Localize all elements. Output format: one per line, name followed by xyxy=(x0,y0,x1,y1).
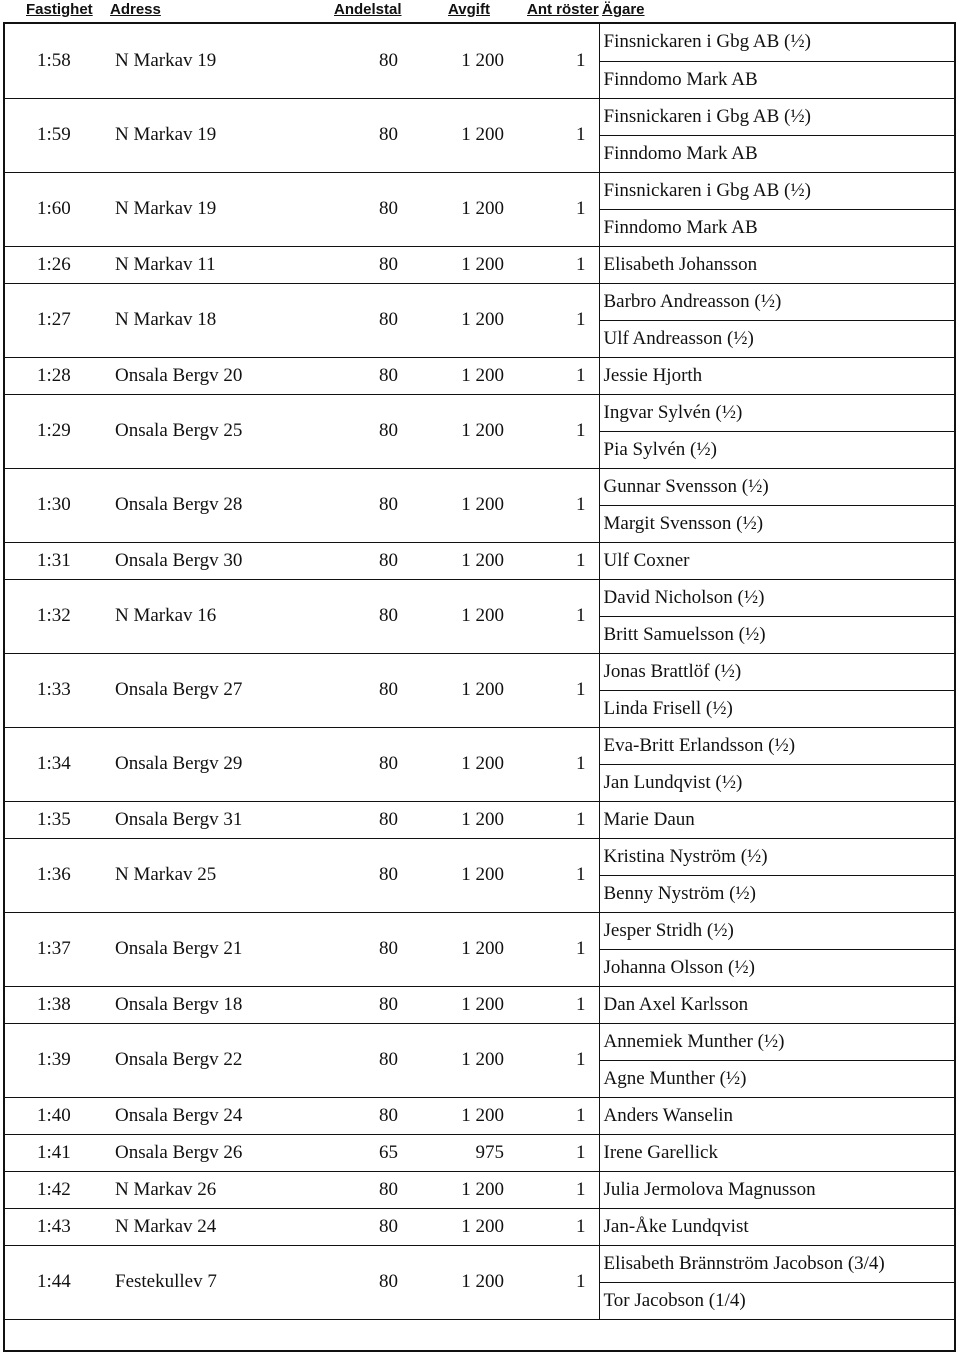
owner-cell: Finndomo Mark AB xyxy=(599,209,954,246)
adress-cell: Onsala Bergv 24 xyxy=(110,1097,338,1134)
table-row xyxy=(5,986,954,1023)
fastighet-cell: 1:31 xyxy=(5,542,110,579)
table-row xyxy=(5,1134,954,1171)
ant-roster-cell: 1 xyxy=(528,986,599,1023)
avgift-cell: 1 200 xyxy=(419,246,528,283)
table-row xyxy=(5,912,954,949)
avgift-cell: 1 200 xyxy=(419,1208,528,1245)
owner-cell: Jan-Åke Lundqvist xyxy=(599,1208,954,1245)
andelstal-cell: 80 xyxy=(338,468,419,542)
table-row xyxy=(5,1023,954,1060)
fastighet-cell: 1:38 xyxy=(5,986,110,1023)
avgift-cell: 1 200 xyxy=(419,1097,528,1134)
andelstal-cell: 80 xyxy=(338,98,419,172)
table-header xyxy=(0,0,960,22)
owner-cell: Jessie Hjorth xyxy=(599,357,954,394)
ant-roster-cell: 1 xyxy=(528,468,599,542)
fastighet-cell: 1:36 xyxy=(5,838,110,912)
adress-cell: Onsala Bergv 28 xyxy=(110,468,338,542)
avgift-cell: 1 200 xyxy=(419,394,528,468)
avgift-cell: 1 200 xyxy=(419,579,528,653)
avgift-cell: 1 200 xyxy=(419,468,528,542)
table-row xyxy=(5,727,954,764)
owner-cell: Finndomo Mark AB xyxy=(599,61,954,98)
header-andelstal: Andelstal xyxy=(334,1,402,18)
table-row xyxy=(5,1245,954,1282)
fastighet-cell: 1:40 xyxy=(5,1097,110,1134)
ant-roster-cell: 1 xyxy=(528,1023,599,1097)
adress-cell: Onsala Bergv 22 xyxy=(110,1023,338,1097)
owner-cell: Elisabeth Johansson xyxy=(599,246,954,283)
avgift-cell: 975 xyxy=(419,1134,528,1171)
adress-cell: Onsala Bergv 29 xyxy=(110,727,338,801)
ant-roster-cell: 1 xyxy=(528,246,599,283)
owner-cell: Irene Garellick xyxy=(599,1134,954,1171)
adress-cell: Onsala Bergv 26 xyxy=(110,1134,338,1171)
andelstal-cell: 65 xyxy=(338,1134,419,1171)
fastighet-cell: 1:44 xyxy=(5,1245,110,1319)
owner-cell: Finndomo Mark AB xyxy=(599,135,954,172)
fastighet-cell: 1:41 xyxy=(5,1134,110,1171)
avgift-cell: 1 200 xyxy=(419,172,528,246)
table-row xyxy=(5,468,954,505)
fastighet-cell: 1:35 xyxy=(5,801,110,838)
ant-roster-cell: 1 xyxy=(528,283,599,357)
adress-cell: N Markav 16 xyxy=(110,579,338,653)
avgift-cell: 1 200 xyxy=(419,986,528,1023)
table-row xyxy=(5,542,954,579)
andelstal-cell: 80 xyxy=(338,283,419,357)
table-row xyxy=(5,283,954,320)
table-row xyxy=(5,653,954,690)
fastighet-cell: 1:34 xyxy=(5,727,110,801)
avgift-cell: 1 200 xyxy=(419,283,528,357)
ant-roster-cell: 1 xyxy=(528,1245,599,1319)
andelstal-cell: 80 xyxy=(338,24,419,98)
adress-cell: Onsala Bergv 31 xyxy=(110,801,338,838)
owner-cell: Eva-Britt Erlandsson (½) xyxy=(599,727,954,764)
avgift-cell: 1 200 xyxy=(419,1171,528,1208)
andelstal-cell: 80 xyxy=(338,801,419,838)
owner-cell: Benny Nyström (½) xyxy=(599,875,954,912)
avgift-cell: 1 200 xyxy=(419,24,528,98)
header-ant-roster: Ant röster xyxy=(527,1,599,18)
owner-cell: Linda Frisell (½) xyxy=(599,690,954,727)
ant-roster-cell: 1 xyxy=(528,357,599,394)
owner-cell: Finsnickaren i Gbg AB (½) xyxy=(599,172,954,209)
owner-cell: Margit Svensson (½) xyxy=(599,505,954,542)
table-row xyxy=(5,838,954,875)
owner-cell: Jesper Stridh (½) xyxy=(599,912,954,949)
owner-cell: Dan Axel Karlsson xyxy=(599,986,954,1023)
andelstal-cell: 80 xyxy=(338,838,419,912)
owner-cell: Tor Jacobson (1/4) xyxy=(599,1282,954,1319)
owner-cell: Agne Munther (½) xyxy=(599,1060,954,1097)
andelstal-cell: 80 xyxy=(338,912,419,986)
owner-cell: Finsnickaren i Gbg AB (½) xyxy=(599,98,954,135)
ant-roster-cell: 1 xyxy=(528,579,599,653)
header-avgift: Avgift xyxy=(448,1,490,18)
ant-roster-cell: 1 xyxy=(528,394,599,468)
ant-roster-cell: 1 xyxy=(528,727,599,801)
owner-cell: Gunnar Svensson (½) xyxy=(599,468,954,505)
table-row xyxy=(5,1208,954,1245)
avgift-cell: 1 200 xyxy=(419,542,528,579)
adress-cell: N Markav 26 xyxy=(110,1171,338,1208)
owner-cell: Pia Sylvén (½) xyxy=(599,431,954,468)
adress-cell: N Markav 19 xyxy=(110,172,338,246)
owner-cell: Elisabeth Brännström Jacobson (3/4) xyxy=(599,1245,954,1282)
andelstal-cell: 80 xyxy=(338,542,419,579)
avgift-cell: 1 200 xyxy=(419,912,528,986)
owner-cell: Julia Jermolova Magnusson xyxy=(599,1171,954,1208)
table-row xyxy=(5,1097,954,1134)
adress-cell: Festekullev 7 xyxy=(110,1245,338,1319)
andelstal-cell: 80 xyxy=(338,357,419,394)
fastighet-cell: 1:60 xyxy=(5,172,110,246)
avgift-cell: 1 200 xyxy=(419,98,528,172)
ant-roster-cell: 1 xyxy=(528,912,599,986)
ant-roster-cell: 1 xyxy=(528,24,599,98)
andelstal-cell: 80 xyxy=(338,579,419,653)
ant-roster-cell: 1 xyxy=(528,542,599,579)
table-row xyxy=(5,394,954,431)
adress-cell: N Markav 11 xyxy=(110,246,338,283)
fastighet-cell: 1:30 xyxy=(5,468,110,542)
andelstal-cell: 80 xyxy=(338,1097,419,1134)
avgift-cell: 1 200 xyxy=(419,727,528,801)
avgift-cell: 1 200 xyxy=(419,653,528,727)
fastighet-cell: 1:26 xyxy=(5,246,110,283)
owner-cell: Kristina Nyström (½) xyxy=(599,838,954,875)
table-row xyxy=(5,246,954,283)
avgift-cell: 1 200 xyxy=(419,1245,528,1319)
header-agare: Ägare xyxy=(602,1,645,18)
adress-cell: N Markav 18 xyxy=(110,283,338,357)
fastighet-cell: 1:43 xyxy=(5,1208,110,1245)
adress-cell: Onsala Bergv 18 xyxy=(110,986,338,1023)
ant-roster-cell: 1 xyxy=(528,838,599,912)
adress-cell: N Markav 25 xyxy=(110,838,338,912)
owner-cell: Ulf Andreasson (½) xyxy=(599,320,954,357)
fastighet-cell: 1:33 xyxy=(5,653,110,727)
table-row xyxy=(5,172,954,209)
owner-cell: Ingvar Sylvén (½) xyxy=(599,394,954,431)
table-row xyxy=(5,801,954,838)
andelstal-cell: 80 xyxy=(338,1171,419,1208)
fastighet-cell: 1:37 xyxy=(5,912,110,986)
fastighet-cell: 1:42 xyxy=(5,1171,110,1208)
owner-cell: Barbro Andreasson (½) xyxy=(599,283,954,320)
adress-cell: Onsala Bergv 25 xyxy=(110,394,338,468)
adress-cell: Onsala Bergv 27 xyxy=(110,653,338,727)
table-row xyxy=(5,1171,954,1208)
andelstal-cell: 80 xyxy=(338,394,419,468)
fastighet-cell: 1:39 xyxy=(5,1023,110,1097)
adress-cell: N Markav 24 xyxy=(110,1208,338,1245)
table-row xyxy=(5,24,954,61)
andelstal-cell: 80 xyxy=(338,1245,419,1319)
ant-roster-cell: 1 xyxy=(528,653,599,727)
owner-cell: David Nicholson (½) xyxy=(599,579,954,616)
header-fastighet: Fastighet xyxy=(26,1,93,18)
fastighet-cell: 1:59 xyxy=(5,98,110,172)
ant-roster-cell: 1 xyxy=(528,1097,599,1134)
ant-roster-cell: 1 xyxy=(528,1171,599,1208)
andelstal-cell: 80 xyxy=(338,727,419,801)
andelstal-cell: 80 xyxy=(338,1208,419,1245)
ant-roster-cell: 1 xyxy=(528,172,599,246)
andelstal-cell: 80 xyxy=(338,653,419,727)
andelstal-cell: 80 xyxy=(338,986,419,1023)
owner-cell: Britt Samuelsson (½) xyxy=(599,616,954,653)
owner-cell: Johanna Olsson (½) xyxy=(599,949,954,986)
owner-cell: Finsnickaren i Gbg AB (½) xyxy=(599,24,954,61)
avgift-cell: 1 200 xyxy=(419,357,528,394)
adress-cell: N Markav 19 xyxy=(110,24,338,98)
header-adress: Adress xyxy=(110,1,161,18)
owner-cell: Anders Wanselin xyxy=(599,1097,954,1134)
avgift-cell: 1 200 xyxy=(419,1023,528,1097)
fastighet-cell: 1:28 xyxy=(5,357,110,394)
adress-cell: Onsala Bergv 30 xyxy=(110,542,338,579)
table-row xyxy=(5,579,954,616)
table-row xyxy=(5,357,954,394)
fastighet-cell: 1:27 xyxy=(5,283,110,357)
adress-cell: N Markav 19 xyxy=(110,98,338,172)
andelstal-cell: 80 xyxy=(338,172,419,246)
fastighet-cell: 1:29 xyxy=(5,394,110,468)
owner-cell: Jan Lundqvist (½) xyxy=(599,764,954,801)
ant-roster-cell: 1 xyxy=(528,1134,599,1171)
owner-cell: Jonas Brattlöf (½) xyxy=(599,653,954,690)
ant-roster-cell: 1 xyxy=(528,1208,599,1245)
avgift-cell: 1 200 xyxy=(419,838,528,912)
property-register-table xyxy=(5,24,954,1320)
table-row xyxy=(5,98,954,135)
ant-roster-cell: 1 xyxy=(528,801,599,838)
owner-cell: Ulf Coxner xyxy=(599,542,954,579)
andelstal-cell: 80 xyxy=(338,246,419,283)
fastighet-cell: 1:58 xyxy=(5,24,110,98)
adress-cell: Onsala Bergv 21 xyxy=(110,912,338,986)
fastighet-cell: 1:32 xyxy=(5,579,110,653)
owner-cell: Marie Daun xyxy=(599,801,954,838)
andelstal-cell: 80 xyxy=(338,1023,419,1097)
avgift-cell: 1 200 xyxy=(419,801,528,838)
ant-roster-cell: 1 xyxy=(528,98,599,172)
adress-cell: Onsala Bergv 20 xyxy=(110,357,338,394)
owner-cell: Annemiek Munther (½) xyxy=(599,1023,954,1060)
